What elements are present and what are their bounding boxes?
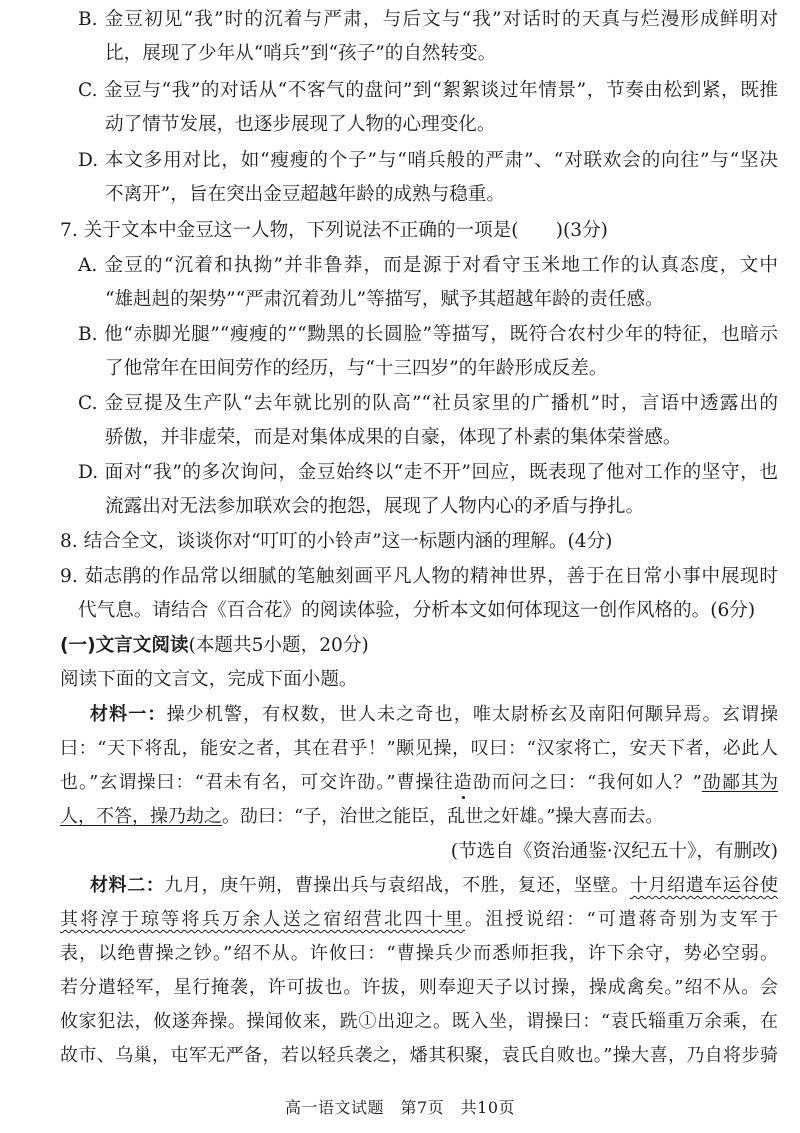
q6-option-b-line1: B. 金豆初见“我”时的沉着与严肃，与后文与“我”对话时的天真与烂漫形成鲜明对 [78,9,778,30]
q6-option-c-line1: C. 金豆与“我”的对话从“不客气的盘问”到“絮絮谈过年情景”，节奏由松到紧，既推 [78,80,778,101]
section-instruction: 阅读下面的文言文，完成下面小题。 [60,669,358,690]
material2-line3: 表，以绝曹操之钞。”绍不从。许攸曰：“曹操兵少而悉师拒我，许下余守，势必空弱。 [60,943,778,964]
wavy-underlined-sentence-part2: 其将淳于琼等将兵万余人送之宿绍营北四十里 [60,909,466,930]
material1-text-4b: 。劭曰：“子，治世之能臣，乱世之奸雄。”操大喜而去。 [222,806,664,827]
section-title: (一)文言文阅读 [60,635,189,656]
q7-option-b-line2: 了他常年在田间劳作的经历，与“十三四岁”的年龄形成反差。 [105,358,608,379]
underlined-sentence-part1: 劭鄙其为 [701,772,779,793]
q6-option-b-line2: 比，展现了少年从“哨兵”到“孩子”的自然转变。 [105,43,497,64]
section-note: (本题共5小题，20分) [188,635,369,656]
q9-stem-line1: 9. 茹志鹃的作品常以细腻的笔触刻画平凡人物的精神世界，善于在日常小事中展现时 [60,566,778,587]
material2-line5: 攸家犯法，攸遂奔操。操闻攸来，跣①出迎之。既入坐，谓操曰：“袁氏辎重万余乘，在 [60,1011,778,1032]
material1-label: 材料一： [90,704,167,725]
q7-option-d-line1: D. 面对“我”的多次询问，金豆始终以“走不开”回应，既表现了他对工作的坚守，也 [78,462,778,483]
material1-line1 [90,703,778,727]
q6-option-d-line2: 不离开”，旨在突出金豆超越年龄的成熟与稳重。 [105,184,505,205]
section-heading [60,634,369,658]
material1-source: (节选自《资治通鉴·汉纪五十》，有删改) [450,841,778,862]
q7-option-a-line2: “雄赳赳的架势”“严肃沉着劲儿”等描写，赋予其超越年龄的责任感。 [105,289,664,310]
q7-option-a-line1: A. 金豆的“沉着和执拗”并非鲁莽，而是源于对看守玉米地工作的认真态度，文中 [78,255,778,276]
q6-option-c-line2: 动了情节发展，也逐步展现了人物的心理变化。 [105,114,496,135]
wavy-underlined-sentence-part1: 十月绍遣车运谷使 [629,875,779,896]
material1-text-1: 操少机警，有权数，世人未之奇也，唯太尉桥玄及南阳何颙异焉。玄谓操 [166,704,779,725]
material1-text-3b: 劭而问之曰：“我何如人？” [472,772,702,793]
q8-stem: 8. 结合全文，谈谈你对“叮叮的小铃声”这一标题内涵的理解。(4分) [60,531,613,552]
q7-option-c-line1: C. 金豆提及生产队“去年就比别的队高”“社员家里的广播机”时，言语中透露出的 [78,393,778,414]
material1-text-3a: 也。”玄谓操曰：“君未有名，可交许劭。”曹操往 [60,772,454,793]
material1-line3 [60,771,778,795]
material2-label: 材料二： [90,875,165,896]
material2-text-2b: 。沮授说绍：“可遣蒋奇别为支军于 [465,909,779,930]
material1-line4 [60,805,663,829]
q7-option-b-line1: B. 他“赤脚光腿”“瘦瘦的”“黝黑的长圆脸”等描写，既符合农村少年的特征，也暗示 [78,324,778,345]
q6-option-d-line1: D. 本文多用对比，如“瘦瘦的个子”与“哨兵般的严肃”、“对联欢会的向往”与“坚决 [78,150,778,171]
page-footer: 高一语文试题 第7页 共10页 [284,1098,516,1117]
material2-line4: 若分遣轻军，星行掩袭，许可拔也。许拔，则奉迎天子以讨操，操成禽矣。”绍不从。会 [60,977,778,998]
material2-line2 [60,908,778,932]
underlined-sentence-part2: 人，不答，操乃劫之 [60,806,222,827]
q9-stem-line2: 代气息。请结合《百合花》的阅读体验，分析本文如何体现这一创作风格的。(6分) [78,600,756,621]
q7-stem: 7. 关于文本中金豆这一人物，下列说法不正确的一项是( )(3分) [60,220,608,241]
material2-line1 [90,874,778,898]
q7-option-c-line2: 骄傲，并非虚荣，而是对集体成果的自豪，体现了朴素的集体荣誉感。 [105,427,682,448]
q7-option-d-line2: 流露出对无法参加联欢会的抱怨，展现了人物内心的矛盾与挣扎。 [105,496,645,517]
material1-line2: 曰：“天下将乱，能安之者，其在君乎！”颙见操，叹曰：“汉家将亡，安天下者，必此人 [60,738,778,759]
material2-text-1a: 九月，庚午朔，曹操出兵与袁绍战，不胜，复还，坚壁。 [164,875,630,896]
material2-line6: 故市、乌巢，屯军无严备，若以轻兵袭之，燔其积聚，袁氏自败也。”操大喜，乃自将步骑 [60,1045,778,1066]
emphasis-dot-zao: 造 [453,772,473,793]
